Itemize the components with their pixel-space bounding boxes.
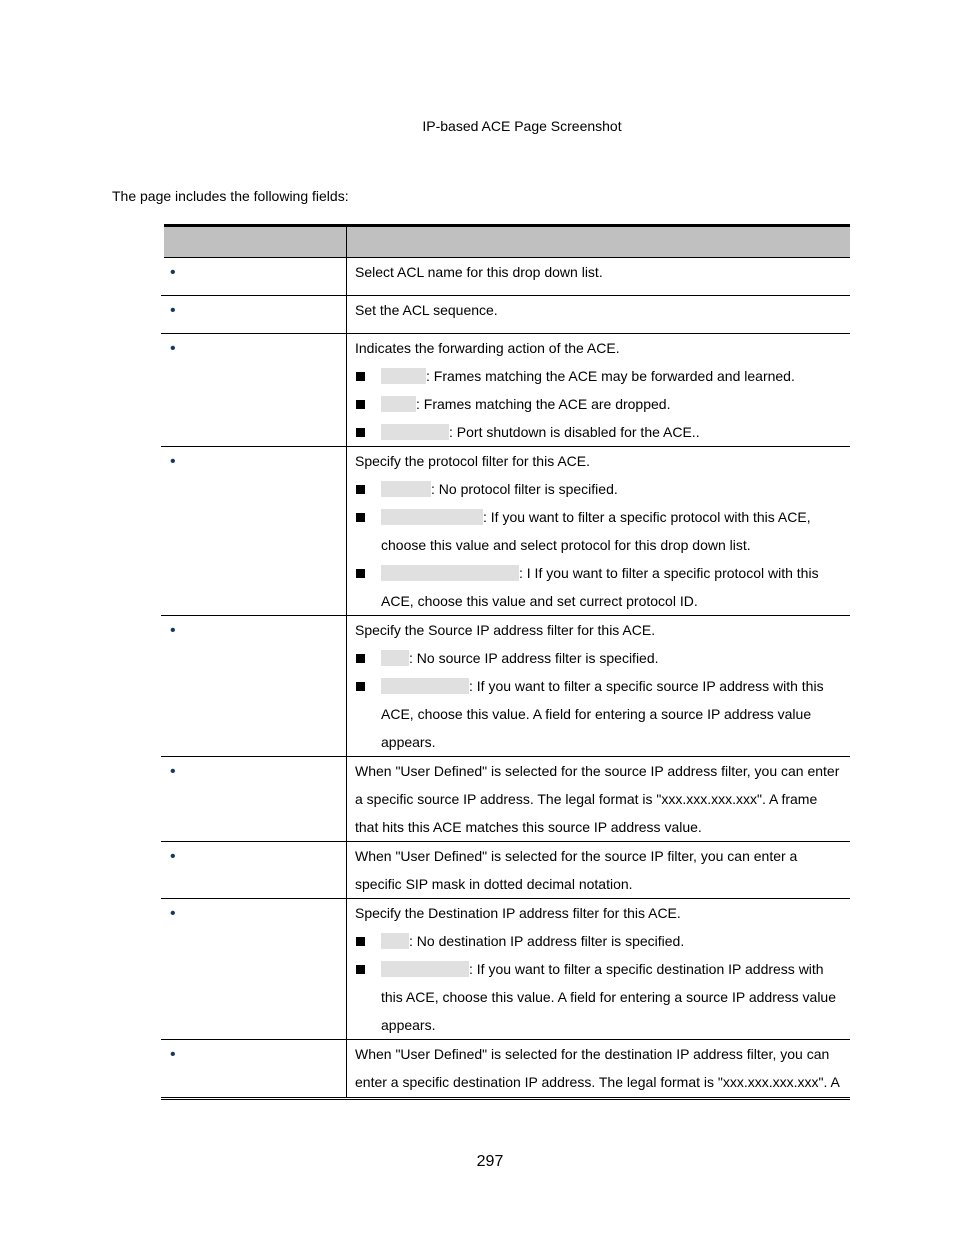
description-cell bbox=[347, 757, 851, 842]
option-description: : If you want to filter a specific protocol with this ACE, choose this value and select protocol for this drop down list. bbox=[381, 509, 811, 553]
description-text: Select ACL name for this drop down list. bbox=[355, 264, 603, 280]
table-row bbox=[161, 334, 850, 447]
object-cell bbox=[161, 296, 347, 334]
option-item bbox=[355, 559, 844, 615]
square-bullet-icon bbox=[356, 400, 365, 409]
square-bullet-icon bbox=[356, 372, 365, 381]
option-name-placeholder bbox=[381, 509, 483, 525]
description-text: Specify the Source IP address filter for this ACE. bbox=[355, 622, 656, 638]
object-cell bbox=[161, 258, 347, 296]
option-item bbox=[355, 475, 844, 503]
square-bullet-icon bbox=[356, 485, 365, 494]
option-name-placeholder bbox=[381, 933, 409, 949]
option-name-placeholder bbox=[381, 396, 416, 412]
square-bullet-icon bbox=[356, 654, 365, 663]
square-bullet-icon bbox=[356, 682, 365, 691]
page-number: 297 bbox=[476, 1153, 504, 1170]
bullet-icon: • bbox=[170, 302, 176, 319]
bullet-icon: • bbox=[170, 453, 176, 470]
bullet-icon: • bbox=[170, 1046, 176, 1063]
option-description: : No protocol filter is specified. bbox=[431, 481, 618, 497]
description-text: Set the ACL sequence. bbox=[355, 302, 498, 318]
square-bullet-icon bbox=[356, 937, 365, 946]
option-name-placeholder bbox=[381, 961, 469, 977]
square-bullet-icon bbox=[356, 428, 365, 437]
option-item bbox=[355, 390, 844, 418]
option-description: : Port shutdown is disabled for the ACE.. bbox=[449, 424, 700, 440]
option-name-placeholder bbox=[381, 481, 431, 497]
option-name-placeholder bbox=[381, 650, 409, 666]
object-cell bbox=[161, 447, 347, 616]
description-cell bbox=[347, 1040, 851, 1099]
option-item bbox=[355, 644, 844, 672]
option-description: : Frames matching the ACE are dropped. bbox=[416, 396, 671, 412]
square-bullet-icon bbox=[356, 965, 365, 974]
object-cell bbox=[161, 334, 347, 447]
table-row bbox=[161, 296, 850, 334]
bullet-icon: • bbox=[170, 905, 176, 922]
bullet-icon: • bbox=[170, 622, 176, 639]
fields-table bbox=[158, 224, 850, 1100]
description-text: Specify the Destination IP address filter for this ACE. bbox=[355, 905, 681, 921]
square-bullet-icon bbox=[356, 513, 365, 522]
bullet-icon: • bbox=[170, 340, 176, 357]
description-text: Specify the protocol filter for this ACE. bbox=[355, 453, 590, 469]
description-text: Indicates the forwarding action of the ACE. bbox=[355, 340, 620, 356]
option-name-placeholder bbox=[381, 368, 426, 384]
description-header bbox=[347, 226, 851, 258]
option-item bbox=[355, 418, 844, 446]
table-row bbox=[161, 258, 850, 296]
table-header-row bbox=[161, 226, 850, 258]
bullet-icon: • bbox=[170, 848, 176, 865]
table-row bbox=[161, 842, 850, 899]
description-cell bbox=[347, 899, 851, 1040]
object-cell bbox=[161, 842, 347, 899]
option-item bbox=[355, 955, 844, 1039]
square-bullet-icon bbox=[356, 569, 365, 578]
table-row bbox=[161, 616, 850, 757]
option-item bbox=[355, 927, 844, 955]
table-row bbox=[161, 757, 850, 842]
table-row bbox=[161, 447, 850, 616]
option-item bbox=[355, 362, 844, 390]
object-cell bbox=[161, 1040, 347, 1099]
description-cell bbox=[347, 842, 851, 899]
table-row bbox=[161, 899, 850, 1040]
option-description: : If you want to filter a specific destination IP address with this ACE, choose this value. A field for entering a source IP address value appears. bbox=[381, 961, 837, 1033]
table-row bbox=[161, 1040, 850, 1099]
description-cell bbox=[347, 258, 851, 296]
description-cell bbox=[347, 447, 851, 616]
object-cell bbox=[161, 757, 347, 842]
option-name-placeholder bbox=[381, 424, 449, 440]
intro-text: The page includes the following fields: bbox=[112, 188, 349, 204]
description-cell bbox=[347, 296, 851, 334]
bullet-icon: • bbox=[170, 264, 176, 281]
option-item bbox=[355, 503, 844, 559]
bullet-icon: • bbox=[170, 763, 176, 780]
object-cell bbox=[161, 899, 347, 1040]
description-text: When "User Defined" is selected for the source IP filter, you can enter a specific SIP mask in dotted decimal notation. bbox=[355, 848, 798, 892]
option-description: : No source IP address filter is specified. bbox=[409, 650, 659, 666]
description-text: When "User Defined" is selected for the source IP address filter, you can enter a specific source IP address. The legal format is "xxx.xxx.xxx.xxx". A frame that hits this ACE matches this source IP address value. bbox=[355, 763, 840, 835]
option-item bbox=[355, 672, 844, 756]
object-cell bbox=[161, 616, 347, 757]
option-name-placeholder bbox=[381, 565, 519, 581]
description-cell bbox=[347, 616, 851, 757]
description-text: When "User Defined" is selected for the destination IP address filter, you can enter a specific destination IP address. The legal format is "xxx.xxx.xxx.xxx". A bbox=[355, 1046, 840, 1090]
option-description: : If you want to filter a specific source IP address with this ACE, choose this value. A field for entering a source IP address value appears. bbox=[381, 678, 824, 750]
option-description: : Frames matching the ACE may be forwarded and learned. bbox=[426, 368, 795, 384]
option-description: : I If you want to filter a specific protocol with this ACE, choose this value and set currect protocol ID. bbox=[381, 565, 819, 609]
figure-caption: IP-based ACE Page Screenshot bbox=[422, 118, 622, 134]
description-cell bbox=[347, 334, 851, 447]
object-header bbox=[161, 226, 347, 258]
option-description: : No destination IP address filter is specified. bbox=[409, 933, 685, 949]
option-name-placeholder bbox=[381, 678, 469, 694]
